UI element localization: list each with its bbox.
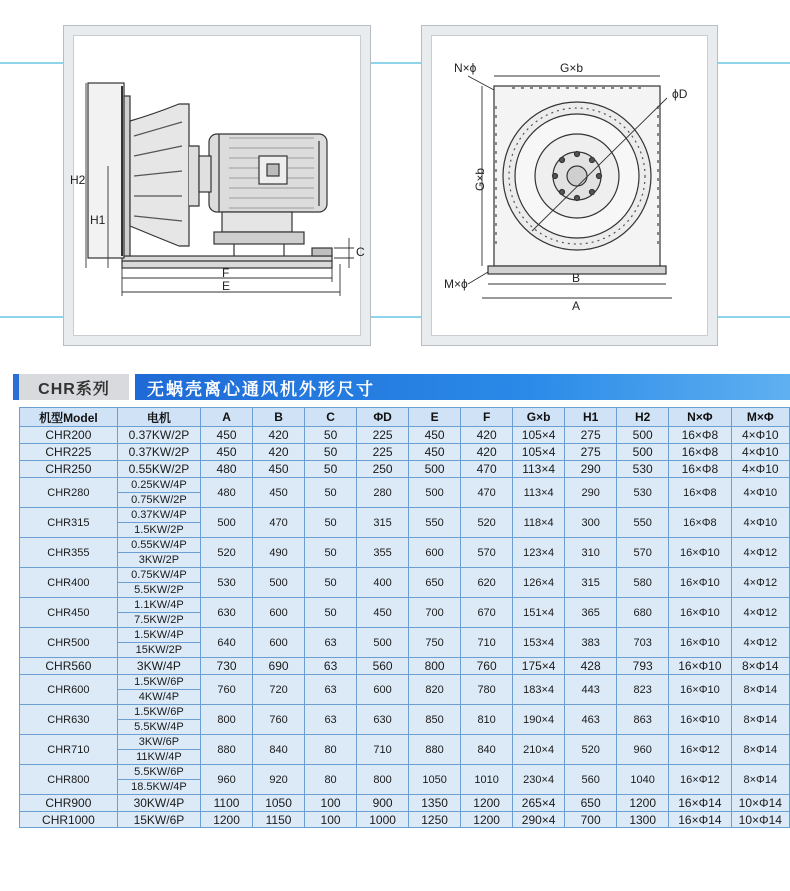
dimension-cell: 1150: [253, 812, 305, 828]
dimension-cell: 16×Φ12: [669, 765, 731, 795]
dimension-cell: 8×Φ14: [731, 735, 789, 765]
dimension-cell: 275: [565, 427, 617, 444]
dimension-cell: 290: [565, 478, 617, 508]
motor-cell: 30KW/4P: [117, 795, 200, 812]
dimension-cell: 420: [253, 444, 305, 461]
dimension-cell: 840: [461, 735, 513, 765]
dim-label-f: F: [222, 266, 230, 280]
dimension-cell: 16×Φ10: [669, 538, 731, 568]
motor-cell: 0.25KW/4P: [117, 478, 200, 493]
dimension-cell: 1000: [357, 812, 409, 828]
dimension-cell: 16×Φ10: [669, 675, 731, 705]
table-row: [20, 765, 790, 780]
dimension-cell: 420: [253, 427, 305, 444]
model-cell: CHR450: [20, 598, 118, 628]
motor-cell: 4KW/4P: [117, 690, 200, 705]
dimension-cell: 500: [357, 628, 409, 658]
column-header: H1: [565, 408, 617, 427]
dimension-cell: 1350: [409, 795, 461, 812]
front-view-diagram: [422, 26, 719, 347]
dimension-cell: 50: [305, 538, 357, 568]
motor-cell: 0.37KW/2P: [117, 444, 200, 461]
dimension-cell: 4×Φ10: [731, 427, 789, 444]
dimension-cell: 16×Φ8: [669, 508, 731, 538]
dimension-cell: 310: [565, 538, 617, 568]
dimension-cell: 8×Φ14: [731, 765, 789, 795]
table-row: [20, 735, 790, 750]
dimension-cell: 530: [617, 461, 669, 478]
dimension-cell: 650: [409, 568, 461, 598]
dimension-cell: 100: [305, 795, 357, 812]
dim-label-a: A: [572, 299, 581, 313]
dimension-cell: 16×Φ10: [669, 568, 731, 598]
dimension-cell: 630: [201, 598, 253, 628]
dimension-cell: 50: [305, 461, 357, 478]
dimension-cell: 570: [461, 538, 513, 568]
dimension-cell: 1250: [409, 812, 461, 828]
dimension-cell: 710: [461, 628, 513, 658]
dim-label-m-phi: M×ϕ: [444, 277, 468, 291]
dimension-cell: 315: [565, 568, 617, 598]
dimension-cell: 113×4: [513, 461, 565, 478]
dim-label-b: B: [572, 271, 581, 285]
dimension-cell: 810: [461, 705, 513, 735]
dimension-cell: 1050: [253, 795, 305, 812]
column-header: B: [253, 408, 305, 427]
dimension-cell: 480: [201, 461, 253, 478]
dimension-cell: 520: [461, 508, 513, 538]
motor-cell: 18.5KW/4P: [117, 780, 200, 795]
dimension-cell: 16×Φ8: [669, 427, 731, 444]
motor-cell: 5.5KW/4P: [117, 720, 200, 735]
dimension-cell: 100: [305, 812, 357, 828]
table-row: [20, 675, 790, 690]
section-title-bar: [13, 374, 790, 400]
dimension-cell: 630: [357, 705, 409, 735]
dimension-cell: 230×4: [513, 765, 565, 795]
dimension-cell: 960: [201, 765, 253, 795]
dimension-cell: 265×4: [513, 795, 565, 812]
dimension-cell: 650: [565, 795, 617, 812]
dimension-cell: 700: [565, 812, 617, 828]
dim-label-e: E: [222, 279, 231, 293]
dimension-cell: 560: [565, 765, 617, 795]
dimension-cell: 63: [305, 705, 357, 735]
dimension-cell: 63: [305, 675, 357, 705]
dimension-cell: 570: [617, 538, 669, 568]
dimension-cell: 8×Φ14: [731, 705, 789, 735]
dimension-cell: 63: [305, 628, 357, 658]
table-row: [20, 598, 790, 613]
dimension-cell: 50: [305, 427, 357, 444]
dimension-cell: 823: [617, 675, 669, 705]
table-row: [20, 538, 790, 553]
column-header: N×Φ: [669, 408, 731, 427]
dimension-cell: 500: [617, 444, 669, 461]
dimension-cell: 800: [357, 765, 409, 795]
front-view-panel: [421, 25, 718, 346]
dimension-cell: 113×4: [513, 478, 565, 508]
dimension-cell: 105×4: [513, 427, 565, 444]
dimension-cell: 863: [617, 705, 669, 735]
dimension-cell: 600: [409, 538, 461, 568]
dimension-cell: 730: [201, 658, 253, 675]
motor-cell: 1.5KW/6P: [117, 705, 200, 720]
dimension-cell: 1200: [617, 795, 669, 812]
dimension-cell: 960: [617, 735, 669, 765]
model-cell: CHR500: [20, 628, 118, 658]
dimension-cell: 1010: [461, 765, 513, 795]
motor-cell: 0.55KW/4P: [117, 538, 200, 553]
motor-cell: 0.37KW/2P: [117, 427, 200, 444]
dimension-cell: 16×Φ14: [669, 795, 731, 812]
table-row: [20, 427, 790, 444]
dimension-cell: 4×Φ12: [731, 568, 789, 598]
dimension-cell: 210×4: [513, 735, 565, 765]
table-row: [20, 478, 790, 493]
dimension-cell: 1200: [461, 795, 513, 812]
motor-cell: 3KW/6P: [117, 735, 200, 750]
dimension-cell: 703: [617, 628, 669, 658]
dimension-cell: 450: [253, 461, 305, 478]
dimension-cell: 500: [409, 461, 461, 478]
dimension-cell: 700: [409, 598, 461, 628]
dimension-cell: 4×Φ10: [731, 508, 789, 538]
dimension-cell: 780: [461, 675, 513, 705]
dimension-cell: 225: [357, 427, 409, 444]
model-cell: CHR200: [20, 427, 118, 444]
table-row: [20, 461, 790, 478]
dimension-cell: 900: [357, 795, 409, 812]
dimension-cell: 118×4: [513, 508, 565, 538]
dim-label-h2: H2: [70, 173, 86, 187]
dimension-cell: 850: [409, 705, 461, 735]
dimension-cell: 1100: [201, 795, 253, 812]
table-row: [20, 444, 790, 461]
dimension-cell: 16×Φ10: [669, 628, 731, 658]
dimension-cell: 428: [565, 658, 617, 675]
dimension-cell: 63: [305, 658, 357, 675]
dimension-cell: 470: [253, 508, 305, 538]
dimension-cell: 470: [461, 478, 513, 508]
dimension-cell: 175×4: [513, 658, 565, 675]
dimension-cell: 480: [201, 478, 253, 508]
dimension-cell: 450: [409, 427, 461, 444]
motor-cell: 3KW/2P: [117, 553, 200, 568]
model-cell: CHR800: [20, 765, 118, 795]
dimension-cell: 290×4: [513, 812, 565, 828]
dimension-cell: 50: [305, 444, 357, 461]
dimension-cell: 80: [305, 735, 357, 765]
table-row: [20, 705, 790, 720]
motor-cell: 1.1KW/4P: [117, 598, 200, 613]
motor-cell: 5.5KW/6P: [117, 765, 200, 780]
dimension-cell: 16×Φ10: [669, 598, 731, 628]
dimension-cell: 550: [617, 508, 669, 538]
table-row: [20, 508, 790, 523]
dimension-cell: 450: [409, 444, 461, 461]
model-cell: CHR1000: [20, 812, 118, 828]
dimension-cell: 355: [357, 538, 409, 568]
dimension-cell: 10×Φ14: [731, 812, 789, 828]
dimension-cell: 530: [201, 568, 253, 598]
dim-label-gb-side: G×b: [473, 167, 487, 191]
dimension-cell: 550: [409, 508, 461, 538]
table-row: [20, 568, 790, 583]
dimension-cell: 520: [201, 538, 253, 568]
dimension-cell: 8×Φ14: [731, 658, 789, 675]
dimension-cell: 80: [305, 765, 357, 795]
motor-cell: 1.5KW/4P: [117, 628, 200, 643]
dimension-cell: 560: [357, 658, 409, 675]
dimension-cell: 600: [357, 675, 409, 705]
dimension-cell: 50: [305, 568, 357, 598]
motor-cell: 3KW/4P: [117, 658, 200, 675]
column-header: M×Φ: [731, 408, 789, 427]
dimension-cell: 793: [617, 658, 669, 675]
dimension-cell: 450: [253, 478, 305, 508]
motor-cell: 1.5KW/2P: [117, 523, 200, 538]
dimension-cell: 4×Φ12: [731, 598, 789, 628]
model-cell: CHR225: [20, 444, 118, 461]
dimension-cell: 443: [565, 675, 617, 705]
dimension-cell: 500: [617, 427, 669, 444]
dimension-cell: 16×Φ10: [669, 658, 731, 675]
column-header: G×b: [513, 408, 565, 427]
dimension-cell: 680: [617, 598, 669, 628]
dimension-cell: 300: [565, 508, 617, 538]
dimension-cell: 4×Φ12: [731, 628, 789, 658]
column-header: E: [409, 408, 461, 427]
dimension-cell: 16×Φ12: [669, 735, 731, 765]
model-cell: CHR900: [20, 795, 118, 812]
dimension-cell: 450: [357, 598, 409, 628]
motor-cell: 5.5KW/2P: [117, 583, 200, 598]
dimension-cell: 500: [253, 568, 305, 598]
dim-label-gb-top: G×b: [560, 61, 584, 75]
table-row: [20, 795, 790, 812]
motor-cell: 0.37KW/4P: [117, 508, 200, 523]
dimension-cell: 600: [253, 628, 305, 658]
dimension-cell: 450: [201, 427, 253, 444]
dimension-cell: 16×Φ8: [669, 461, 731, 478]
dimension-cell: 880: [201, 735, 253, 765]
dimension-cell: 580: [617, 568, 669, 598]
table-header-row: [20, 408, 790, 427]
dimension-cell: 16×Φ8: [669, 444, 731, 461]
dimension-cell: 490: [253, 538, 305, 568]
dimension-cell: 400: [357, 568, 409, 598]
dimension-cell: 1200: [461, 812, 513, 828]
dimension-cell: 750: [409, 628, 461, 658]
column-header: ΦD: [357, 408, 409, 427]
dim-label-n-phi: N×ϕ: [454, 61, 477, 75]
motor-cell: 15KW/2P: [117, 643, 200, 658]
dimension-cell: 420: [461, 427, 513, 444]
dimension-cell: 760: [253, 705, 305, 735]
dimension-cell: 600: [253, 598, 305, 628]
dimension-cell: 420: [461, 444, 513, 461]
dimension-cell: 520: [565, 735, 617, 765]
dimension-cell: 383: [565, 628, 617, 658]
dimension-cell: 1040: [617, 765, 669, 795]
dimension-cell: 4×Φ10: [731, 444, 789, 461]
table-row: [20, 658, 790, 675]
dimension-cell: 800: [201, 705, 253, 735]
motor-cell: 7.5KW/2P: [117, 613, 200, 628]
model-cell: CHR280: [20, 478, 118, 508]
dimension-cell: 126×4: [513, 568, 565, 598]
column-header: C: [305, 408, 357, 427]
dimension-cell: 8×Φ14: [731, 675, 789, 705]
model-cell: CHR400: [20, 568, 118, 598]
dimension-cell: 290: [565, 461, 617, 478]
model-cell: CHR315: [20, 508, 118, 538]
dimension-cell: 280: [357, 478, 409, 508]
motor-cell: 1.5KW/6P: [117, 675, 200, 690]
dimension-cell: 500: [201, 508, 253, 538]
motor-cell: 0.55KW/2P: [117, 461, 200, 478]
model-cell: CHR600: [20, 675, 118, 705]
dimension-cell: 1300: [617, 812, 669, 828]
dimension-cell: 880: [409, 735, 461, 765]
side-view-diagram: [64, 26, 372, 347]
model-cell: CHR250: [20, 461, 118, 478]
dimension-cell: 710: [357, 735, 409, 765]
dimension-cell: 4×Φ10: [731, 478, 789, 508]
side-view-panel: [63, 25, 371, 346]
dimension-cell: 920: [253, 765, 305, 795]
dimension-cell: 820: [409, 675, 461, 705]
dimension-cell: 720: [253, 675, 305, 705]
section-title: 无蜗壳离心通风机外形尺寸: [135, 374, 790, 400]
column-header: 电机: [117, 408, 200, 427]
dimension-cell: 250: [357, 461, 409, 478]
dimension-cell: 640: [201, 628, 253, 658]
dimension-cell: 500: [409, 478, 461, 508]
dimension-cell: 16×Φ14: [669, 812, 731, 828]
column-header: H2: [617, 408, 669, 427]
dimension-cell: 275: [565, 444, 617, 461]
series-label: CHR系列: [13, 374, 129, 400]
dim-label-phi-d: ϕD: [672, 87, 688, 101]
dimension-cell: 151×4: [513, 598, 565, 628]
dimension-cell: 4×Φ10: [731, 461, 789, 478]
motor-cell: 15KW/6P: [117, 812, 200, 828]
dimension-cell: 760: [461, 658, 513, 675]
dimension-cell: 800: [409, 658, 461, 675]
dimension-cell: 620: [461, 568, 513, 598]
dimension-cell: 225: [357, 444, 409, 461]
dimension-cell: 16×Φ8: [669, 478, 731, 508]
dimension-cell: 690: [253, 658, 305, 675]
model-cell: CHR710: [20, 735, 118, 765]
dim-label-h1: H1: [90, 213, 106, 227]
model-cell: CHR560: [20, 658, 118, 675]
dimension-cell: 123×4: [513, 538, 565, 568]
dimension-cell: 1200: [201, 812, 253, 828]
table-row: [20, 628, 790, 643]
table-row: [20, 812, 790, 828]
model-cell: CHR355: [20, 538, 118, 568]
dimension-cell: 50: [305, 508, 357, 538]
column-header: A: [201, 408, 253, 427]
dimension-cell: 183×4: [513, 675, 565, 705]
dim-label-c: C: [356, 245, 365, 259]
dimension-cell: 153×4: [513, 628, 565, 658]
motor-cell: 0.75KW/2P: [117, 493, 200, 508]
motor-cell: 11KW/4P: [117, 750, 200, 765]
dimension-cell: 50: [305, 478, 357, 508]
table-body: [20, 427, 790, 828]
motor-cell: 0.75KW/4P: [117, 568, 200, 583]
dimension-cell: 450: [201, 444, 253, 461]
dimension-cell: 105×4: [513, 444, 565, 461]
dimension-cell: 1050: [409, 765, 461, 795]
dimension-cell: 463: [565, 705, 617, 735]
dimension-cell: 840: [253, 735, 305, 765]
dimension-cell: 16×Φ10: [669, 705, 731, 735]
dimension-cell: 315: [357, 508, 409, 538]
spec-table: [19, 407, 790, 828]
dimension-cell: 190×4: [513, 705, 565, 735]
column-header: F: [461, 408, 513, 427]
dimension-cell: 4×Φ12: [731, 538, 789, 568]
column-header: 机型Model: [20, 408, 118, 427]
dimension-cell: 50: [305, 598, 357, 628]
model-cell: CHR630: [20, 705, 118, 735]
dimension-cell: 670: [461, 598, 513, 628]
dimension-cell: 530: [617, 478, 669, 508]
dimension-cell: 10×Φ14: [731, 795, 789, 812]
dimension-cell: 760: [201, 675, 253, 705]
dimension-cell: 470: [461, 461, 513, 478]
dimension-cell: 365: [565, 598, 617, 628]
